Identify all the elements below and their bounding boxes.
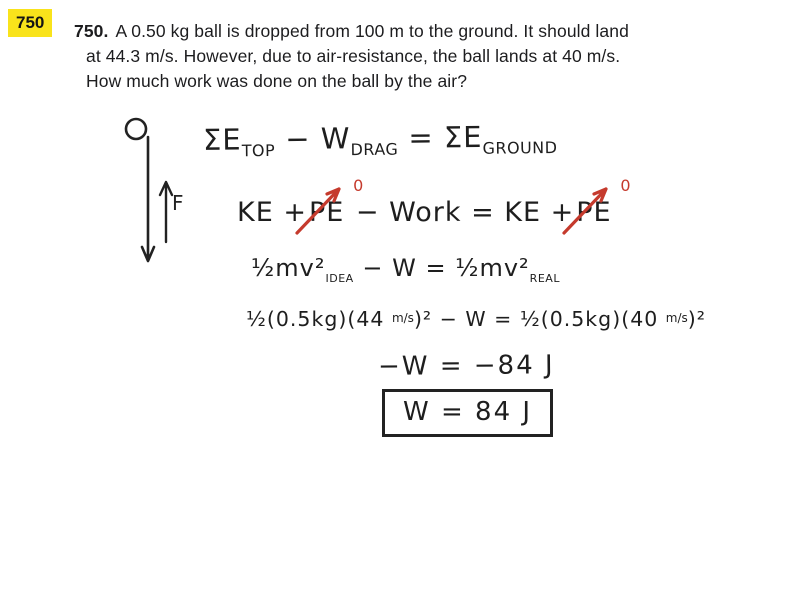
- sum-e-top: ΣE: [202, 122, 242, 157]
- ball-drop-diagram: [112, 112, 196, 274]
- equation-ke-pe: [237, 176, 631, 228]
- numeric-end: )²: [687, 307, 706, 331]
- force-label: F: [172, 191, 184, 215]
- minus-w-drag: − W: [274, 121, 351, 157]
- goes-to-zero-label: 0: [353, 176, 364, 195]
- fall-arrow-down-icon: [142, 137, 154, 261]
- unit-ms-left: m/s: [391, 311, 414, 325]
- problem-line-3: How much work was done on the ball by the air?: [86, 71, 468, 91]
- ball-icon: [126, 119, 146, 139]
- ke-plus-left: KE +: [237, 197, 307, 228]
- equation-symbolic: [251, 254, 560, 285]
- pe-ground-text: PE: [576, 197, 612, 228]
- problem-line-1: [74, 19, 764, 44]
- problem-line-2: at 44.3 m/s. However, due to air-resistance, the ball lands at 40 m/s.: [86, 46, 621, 66]
- equation-energy-balance: [203, 119, 558, 161]
- problem-number-badge: 750: [8, 9, 52, 37]
- air-resistance-arrow-up-icon: [160, 182, 172, 242]
- final-answer-box: W = 84 J: [382, 389, 553, 437]
- half-mv2-ideal: ½mv²: [251, 254, 326, 282]
- pe-top-term: [307, 176, 364, 228]
- problem-text-1: A 0.50 kg ball is dropped from 100 m to the ground. It should land: [115, 21, 629, 41]
- pe-top-text: PE: [308, 197, 345, 228]
- equation-negative-work: −W = −84 J: [377, 350, 555, 382]
- minus-w-equals-half-mv2: − W = ½mv²: [353, 254, 530, 282]
- minus-work-equals: − Work = KE +: [346, 197, 575, 228]
- goes-to-zero-label: 0: [620, 176, 631, 195]
- equation-numeric: [246, 307, 706, 331]
- sub-ideal: IDEA: [325, 271, 354, 285]
- problem-statement: [74, 19, 764, 94]
- numeric-mid: )² − W = ½(0.5kg)(40: [413, 307, 666, 331]
- sub-real: REAL: [529, 271, 560, 285]
- pe-ground-term: [574, 176, 631, 228]
- equals-sum-e: = ΣE: [397, 119, 483, 155]
- sub-top: TOP: [241, 140, 276, 161]
- problem-number: 750.: [74, 21, 109, 41]
- sub-ground: GROUND: [482, 137, 558, 158]
- sub-drag: DRAG: [350, 139, 399, 160]
- unit-ms-right: m/s: [665, 311, 688, 325]
- numeric-lhs: ½(0.5kg)(44: [246, 307, 392, 331]
